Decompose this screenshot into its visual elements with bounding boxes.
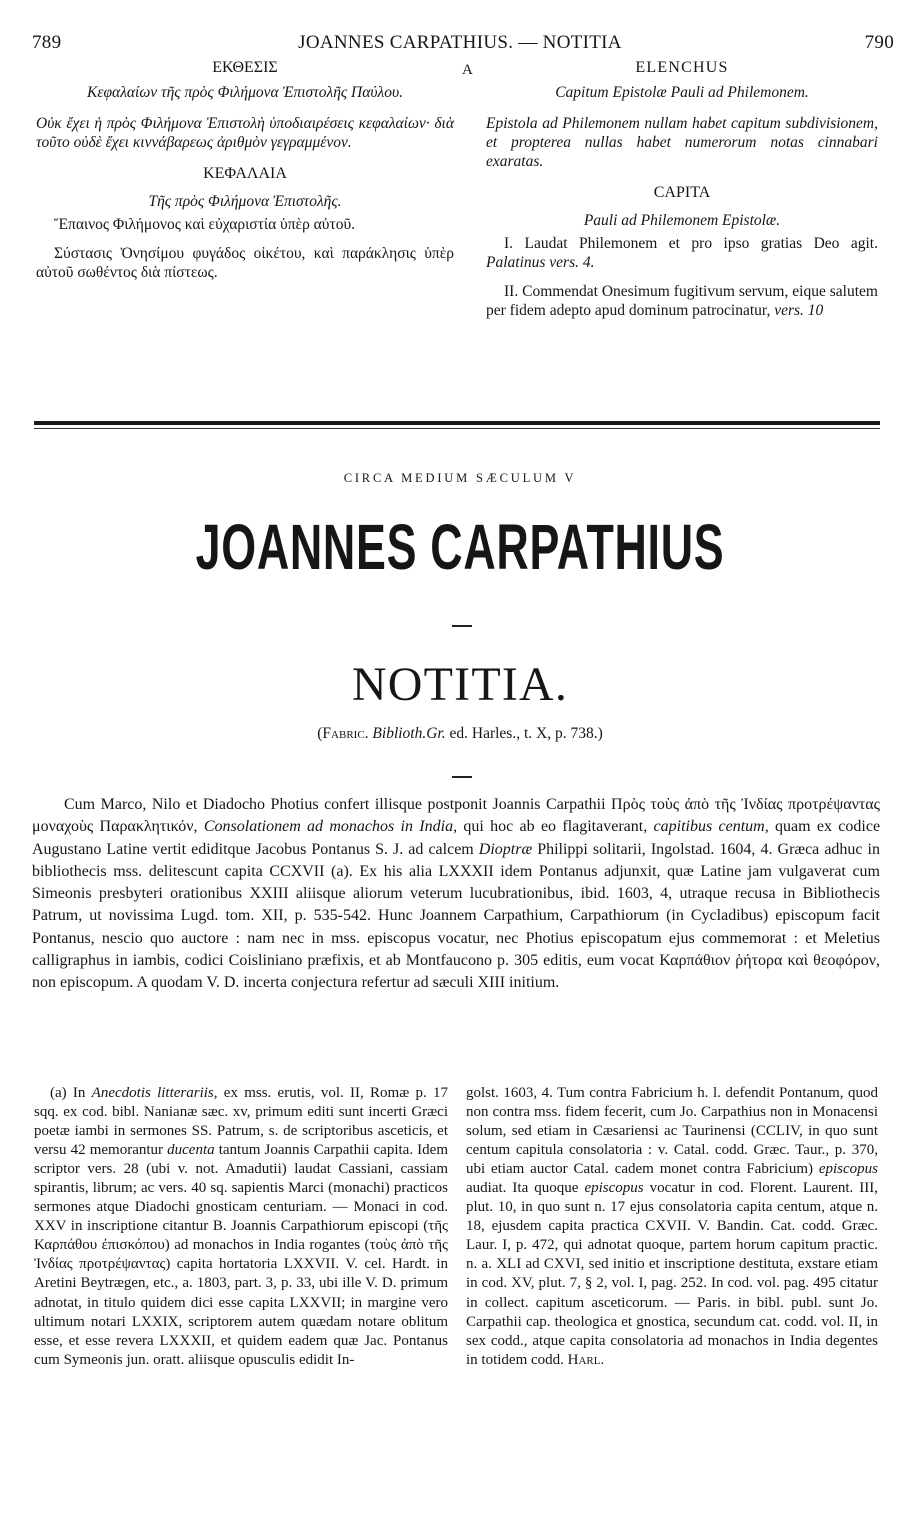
source-reference [0, 725, 920, 743]
page-number-right: 790 [864, 32, 894, 53]
footnote-right-e: vocatur in cod. Florent. Laurent. III, plut. 10, in quo sunt n. 17 ejus consolatoria capita centum, atque n. 18, ejusdem capita practica CXVII. V. Bandin. Cat. codd. Græc. Laur. I, p. 472, qui adnotat quoque, partem horum capitum practic. n. a. XLI ad CXVI, sed initio et inscriptione destituta, exstare etiam in cod. XV, plut. 7, § 2, vol. I, pag. 252. In cod. vol. pag. 495 citatur in collect. capitum asceticorum. — Paris. in bibl. publ. sunt Jo. Carpathii cap. theologica et gnostica, secundum cat. codd. vol. II, in sex codd., atque capita consolatoria ad monachos in India degentes in totidem codd. [466, 1180, 879, 1368]
latin-subtitle-1: Capitum Epistolæ Pauli ad Philemonem. [555, 84, 809, 101]
latin-column [486, 58, 878, 320]
latin-item-2 [486, 282, 878, 320]
greek-heading-kephalaia: ΚΕΦΑΛΑΙΑ [203, 165, 287, 182]
greek-paragraph: Οὐκ ἔχει ἡ πρὸς Φιλήμονα Ἐπιστολὴ ὑποδιαιρέσεις κεφαλαίων· διὰ τοῦτο οὐδὲ ἔχει κιννάβαρεως ἀριθμὸν γεγραμμένον. [36, 115, 454, 151]
greek-item-2: Σύστασις Ὀνησίμου φυγάδος οἰκέτου, καὶ παράκλησις ὑπὲρ αὐτοῦ σωθέντος διὰ πίστεως. [36, 245, 454, 281]
source-details: ed. Harles., t. X, p. 738.) [449, 725, 603, 742]
footnote-left-b: Anecdotis litterariis, [91, 1085, 218, 1101]
footnote-right-b: episcopus [818, 1161, 878, 1178]
main-text-7: Philippi solitarii, Ingolstad. 1604, 4. Græca adhuc in bibliothecis mss. delitescunt capita CCXVII (a). Ex his alia LXXXII idem Pontanus adjunxit, quæ Latine jam vulgaverat cum Simeonis presbyteri orationibus XXIII aliisque aliorum veterum lucubrationibus, ibid. 1603, 4, utraque recusa in Bibliothecis Patrum, ut novissima Lugd. tom. XII, p. 535-542. Hunc Joannem Carpathium, Carpathiorum (in Cycladibus) episcopum facit Pontanus, nescio quo auctore : nam nec in mss. episcopus vocatur, nec Photius episcopatum ejus commemorat : et Meletius calligraphus in iambis, codici Coisliniano præfixis, et ab Montfaucono p. 305 editis, eum vocat Καρπάθιον ῥήτορα καὶ θεοφόρον, non episcopum. A quodam V. D. incerta conjectura refertur ad sæculi XIII initium. [32, 840, 881, 992]
greek-item-1: Ἔπαινος Φιλήμονος καὶ εὐχαριστία ὑπὲρ αὐτοῦ. [54, 216, 356, 233]
footnote-left-a: (a) In [50, 1085, 86, 1101]
footnote-right-c: audiat. Ita quoque [466, 1180, 579, 1197]
footnote-left-e: tantum Joannis Carpathii capita. Idem scriptor vers. 28 (ubi v. not. Amadutii) laudat Cassiani, cassiam spirantis, librum; ac vers. 40 sq. sapientis Marci (monachi) practicos sermones atque Diadochi gnosticam centuriam. — Monaci in cod. XXV in inscriptione citantur B. Joannis Carpathiorum episcopi (τῆς Καρπάθου ἐπισκόπου) ad monachos in India rogantes (τοὺς ἀπὸ τῆς Ἰνδίας προτρέψαντας) capita hortatoria LXXVII. V. cel. Hardt. in Aretini Beytrægen, etc., a. 1803, part. 3, p. 33, ubi ille V. D. primum adnotat, in titulo quidem dici esse capita LXXVII; in margine vero ultimum notari LXXIX, scriptorem autem quædam notare oblitum esse, et esse revera LXXXII, et quidem eadem quæ Jac. Pontanus cum Symeonis jun. oratt. aliisque opusculis edidit In- [34, 1142, 448, 1368]
main-text-4: capitibus centum, [653, 818, 769, 836]
greek-heading-ekthesis: ΕΚΘΕΣΙΣ [212, 59, 278, 76]
running-header [0, 30, 920, 56]
main-text-3: qui hoc ab eo flagitaverant, [463, 818, 648, 836]
divider-dash-2 [452, 776, 472, 778]
source-work: Biblioth.Gr. [372, 725, 446, 742]
latin-item-2-text: II. Commendat Onesimum fugitivum servum, eique salutem per fidem adepto apud dominum patrocinatur, [486, 283, 878, 319]
latin-item-1 [486, 234, 878, 272]
divider-dash-1 [452, 625, 472, 627]
latin-item-1-ref: Palatinus vers. 4. [486, 254, 595, 271]
footnote-right [466, 1084, 878, 1370]
footnote-left [34, 1084, 448, 1370]
footnote-right-d: episcopus [584, 1180, 644, 1197]
latin-item-2-ref: vers. 10 [774, 302, 824, 319]
main-text-1: Cum Marco, Nilo et Diadocho Photius confert illisque postponit Joannis Carpathii Πρὸς τοὺς ἀπὸ τῆς Ἰνδίας προτρέψαντας μοναχοὺς Παρακλητικόν, [32, 796, 880, 836]
circa-heading: CIRCA MEDIUM SÆCULUM V [343, 471, 577, 485]
source-paren: ( [317, 725, 323, 742]
footnote-left-d: ducenta [167, 1142, 215, 1159]
column-marker: A [462, 62, 473, 78]
greek-subtitle-1: Κεφαλαίων τῆς πρὸς Φιλήμονα Ἐπιστολῆς Παύλου. [87, 84, 403, 101]
main-text-5: quam ex codice Augustano Latine vertit ediditque Jacobus Pontanus S. J. ad calcem [32, 818, 881, 858]
main-paragraph [32, 794, 880, 995]
latin-item-1-text: I. Laudat Philemonem et pro ipso gratias Deo agit. [504, 235, 878, 252]
page-number-left: 789 [32, 32, 62, 53]
notitia-title: NOTITIA. [351, 658, 569, 711]
footnote-left-c: ex mss. erutis, vol. II, Romæ p. 17 sqq. ex cod. bibl. Nanianæ sæc. xv, primum editi sunt incerti Græci poetæ iambi in sermones SS. Patrum, s. de scriptoribus asceticis, et versu 42 memorantur [34, 1085, 449, 1159]
main-text-6: Dioptræ [478, 840, 533, 858]
latin-heading-capita: CAPITA [653, 184, 711, 201]
section-rule-thick [34, 421, 880, 425]
author-title: JOANNES CARPATHIUS [195, 511, 725, 583]
latin-subtitle-2: Pauli ad Philemonem Epistolæ. [583, 212, 781, 229]
greek-column [36, 58, 454, 282]
latin-heading-elenchus: ELENCHUS [635, 59, 729, 76]
latin-paragraph: Epistola ad Philemonem nullam habet capitum subdivisionem, et propterea nullas habet numerorum notas cinnabari exaratas. [486, 115, 878, 170]
running-title: JOANNES CARPATHIUS. — NOTITIA [298, 32, 622, 53]
section-rule-thin [34, 428, 880, 429]
footnote-right-a: golst. 1603, 4. Tum contra Fabricium h. l. defendit Pontanum, quod non contra mss. fidem fecerit, cum Jo. Carpathius non in Monacensi solum, sed etiam in Cæsariensi ac Taurinensi (CCLIV, in quo sunt centum capitula consolatoria : v. Catal. codd. Græc. Taur., p. 370, ubi etiam auctor Catal. cadem monet contra Fabricium) [466, 1085, 878, 1178]
footnote-right-f: Harl. [567, 1351, 605, 1368]
source-author: Fabric. [322, 725, 369, 742]
main-text-2: Consolationem ad monachos in India, [203, 818, 458, 836]
greek-subtitle-2: Τῆς πρὸς Φιλήμονα Ἐπιστολῆς. [148, 193, 342, 210]
